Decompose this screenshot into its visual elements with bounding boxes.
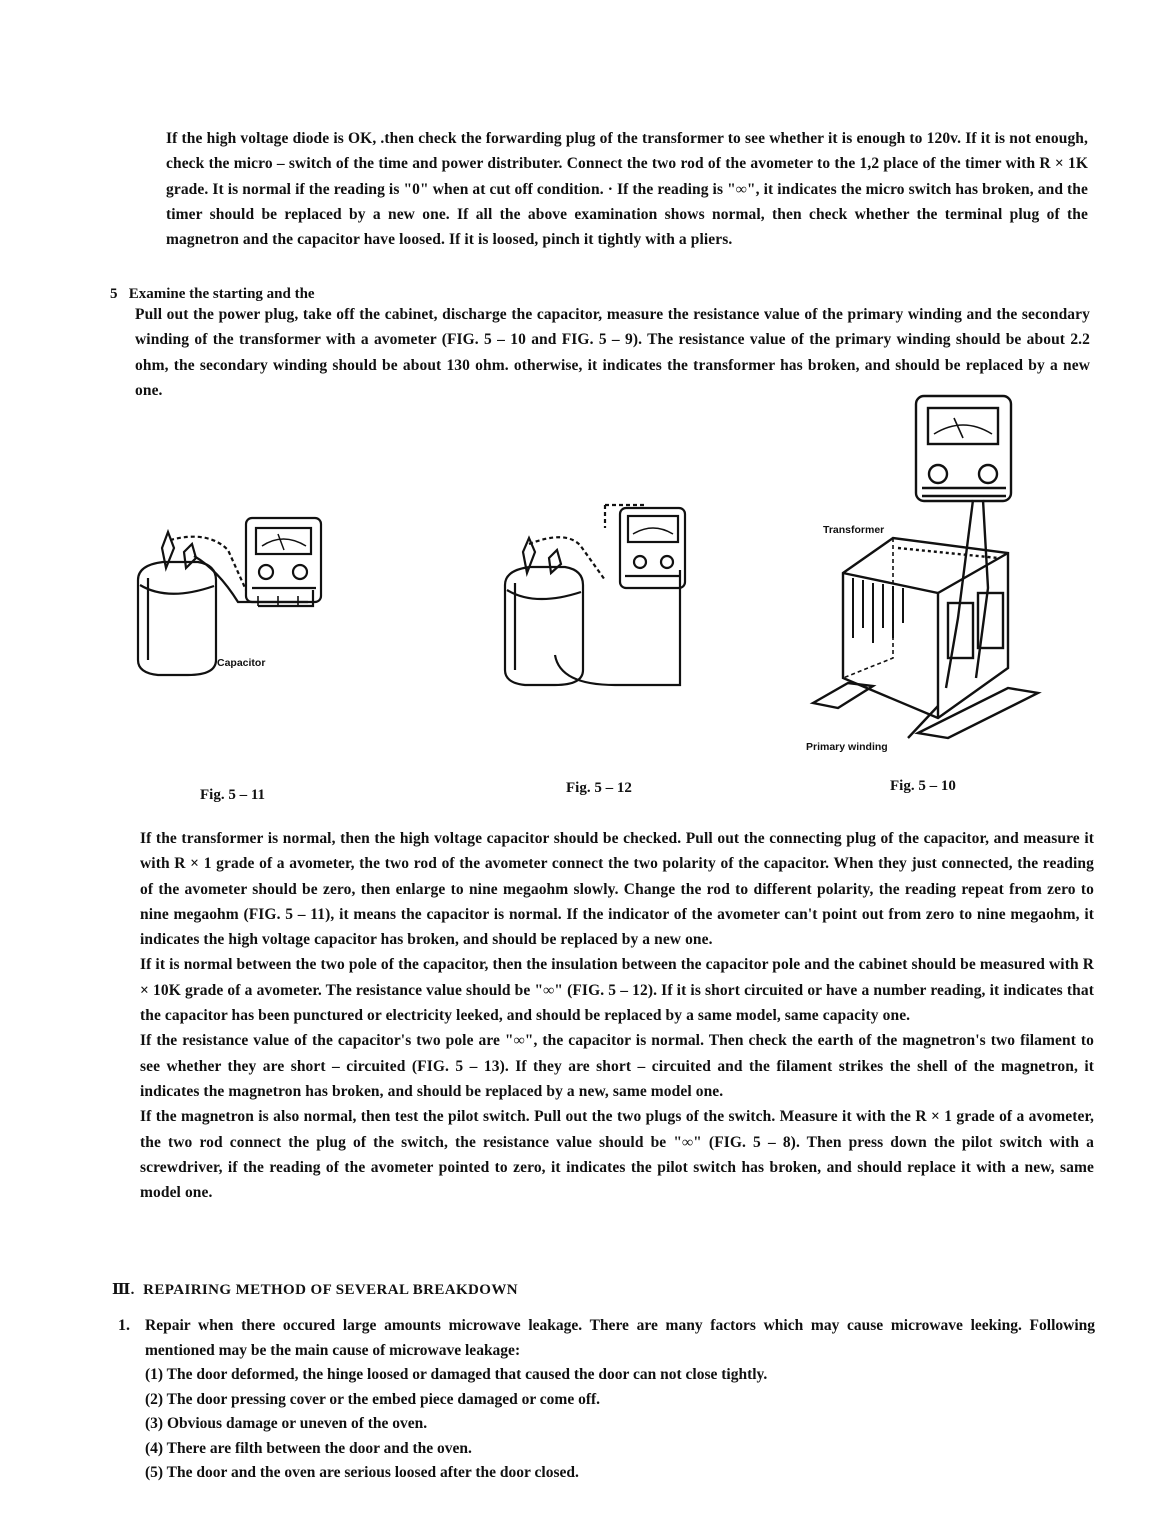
item-text: Repair when there occured large amounts microwave leakage. There are many factors which may cause microwave leeking. Following mentioned may be the main cause of microwave leakage: bbox=[145, 1317, 1095, 1359]
list-item: (3) Obvious damage or uneven of the oven. bbox=[145, 1415, 428, 1432]
label-primary-winding: Primary winding bbox=[806, 741, 888, 753]
caption-fig-5-12: Fig. 5 – 12 bbox=[566, 780, 632, 796]
leakage-causes-list bbox=[145, 1363, 1045, 1486]
list-item: (2) The door pressing cover or the embed piece damaged or come off. bbox=[145, 1390, 601, 1408]
list-item: (4) There are filth between the door and the oven. bbox=[145, 1439, 472, 1457]
section-title: REPAIRING METHOD OF SEVERAL BREAKDOWN bbox=[143, 1282, 518, 1298]
paragraph-insulation-check: If it is normal between the two pole of the capacitor, then the insulation between the capacitor pole and the cabinet should be measured with R × 10K grade of a avometer. The resistance value should be "∞" (FIG. 5 – 12). If it is short circuited or have a number reading, it indicates that the capacitor has been punctured or electricity leeked, and should be replaced by a same model, same capacity one. bbox=[140, 956, 1094, 1025]
section-numeral: Ⅲ. bbox=[112, 1282, 135, 1298]
paragraph-capacitor-check: If the transformer is normal, then the high voltage capacitor should be checked. Pull out the connecting plug of the capacitor, and measure it with R × 1 grade of a avometer, the two rod of the avometer connect the two polarity of the capacitor. When they just connected, the reading of the avometer should be zero, then enlarge to nine megaohm slowly. Change the rod to different polarity, the reading repeat from zero to nine megaohm (FIG. 5 – 11), it means the capacitor is normal. If the indicator of the avometer can't point out from zero to nine megaohm, it indicates the high voltage capacitor has broken, and should be replaced by a new one. bbox=[140, 830, 1094, 949]
paragraph-pilot-switch-check: If the magnetron is also normal, then test the pilot switch. Pull out the two plugs of the switch. Measure it with the R × 1 grade of a avometer, the two rod connect the plug of the switch, the resistance value should be "∞" (FIG. 5 – 8). Then press down the pilot switch with a screwdriver, if the reading of the avometer pointed to zero, it indicates the pilot switch has broken, and should replace it with a new, same model one. bbox=[140, 1108, 1094, 1202]
label-transformer: Transformer bbox=[823, 524, 885, 536]
caption-fig-5-11: Fig. 5 – 11 bbox=[200, 787, 266, 803]
step-number: 5 bbox=[110, 286, 118, 302]
list-item: (1) The door deformed, the hinge loosed or damaged that caused the door can not close tightly. bbox=[145, 1366, 768, 1383]
label-capacitor: Capacitor bbox=[217, 657, 266, 669]
figure-5-12-illustration bbox=[495, 500, 705, 695]
figure-5-10-illustration bbox=[808, 388, 1048, 753]
section-heading bbox=[112, 1280, 518, 1299]
paragraph-diode-check: If the high voltage diode is OK, .then check the forwarding plug of the transformer to see whether it is enough to 120v. If it is not enough, check the micro – switch of the time and power distributer. Connect the two rod of the avometer to the 1,2 place of the timer with R × 1K grade. It is normal if the reading is "0" when at cut off condition. · If the reading is "∞", it indicates the micro switch has broken, and the timer should be replaced by a new one. If all the above examination shows normal, then check whether the terminal plug of the magnetron and the capacitor have loosed. If it is loosed, pinch it tightly with a pliers. bbox=[166, 130, 1088, 249]
caption-fig-5-10: Fig. 5 – 10 bbox=[890, 778, 956, 794]
list-item: (5) The door and the oven are serious loosed after the door closed. bbox=[145, 1464, 579, 1481]
item-number: 1. bbox=[118, 1317, 130, 1334]
body-text bbox=[140, 826, 1094, 1205]
step-5-heading bbox=[110, 286, 315, 303]
paragraph-magnetron-check: If the resistance value of the capacitor's two pole are "∞", the capacitor is normal. Then check the earth of the magnetron's two filament to see whether they are short – circuited (FIG. 5 – 13). If they are short – circuited and the filament strikes the shell of the magnetron, it indicates the magnetron has broken, and should be replaced by a new, same model one. bbox=[140, 1032, 1094, 1100]
paragraph-transformer-check: Pull out the power plug, take off the cabinet, discharge the capacitor, measure the resistance value of the primary winding and the secondary winding of the transformer with a avometer (FIG. 5 – 10 and FIG. 5 – 9). The resistance value of the primary winding should be about 2.2 ohm, the secondary winding should be about 130 ohm. otherwise, it indicates the transformer has broken, and should be replaced by a new one. bbox=[135, 306, 1090, 399]
step-title: Examine the starting and the bbox=[128, 286, 315, 302]
